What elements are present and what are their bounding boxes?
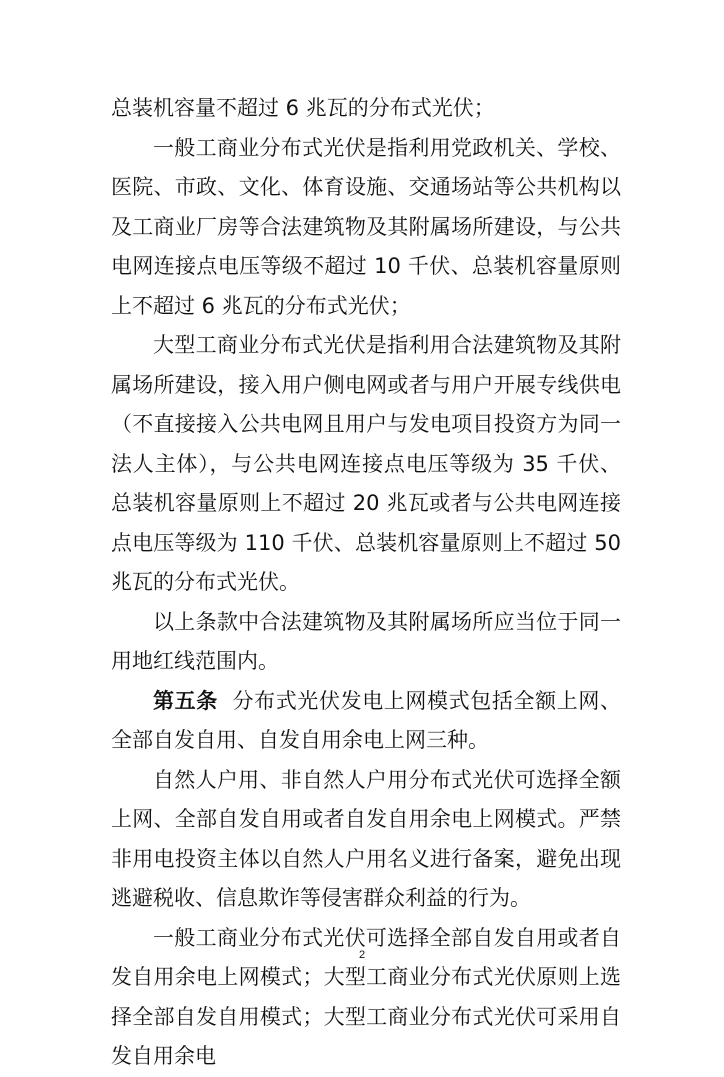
paragraph-text: 一般工商业分布式光伏可选择全部自发自用或者自发自用余电上网模式；大型工商业分布式光伏原则上选择全部自发自用模式；大型工商业分布式光伏可采用自发自用余电: [111, 925, 621, 1068]
paragraph-text: 以上条款中合法建筑物及其附属场所应当位于同一用地红线范围内。: [111, 609, 621, 673]
article-label: 第五条: [153, 688, 218, 713]
paragraph-text: 一般工商业分布式光伏是指利用党政机关、学校、医院、市政、文化、体育设施、交通场站等公共机构以及工商业厂房等合法建筑物及其附属场所建设，与公共电网连接点电压等级不超过 10 千伏、总装机容量原则上不超过 6 兆瓦的分布式光伏；: [111, 135, 621, 318]
paragraph-text: 大型工商业分布式光伏是指利用合法建筑物及其附属场所建设，接入用户侧电网或者与用户开展专线供电（不直接接入公共电网且用户与发电项目投资方为同一法人主体），与公共电网连接点电压等级为 35 千伏、总装机容量原则上不超过 20 兆瓦或者与公共电网连接点电压等级为 110 千伏、总装机容量原则上不超过 50 兆瓦的分布式光伏。: [111, 333, 621, 594]
paragraph-text: 总装机容量不超过 6 兆瓦的分布式光伏；: [111, 96, 495, 120]
paragraph-residential-mode: [111, 761, 621, 919]
paragraph-text: 自然人户用、非自然人户用分布式光伏可选择全额上网、全部自发自用或者自发自用余电上网模式。严禁非用电投资主体以自然人户用名义进行备案，避免出现逃避税收、信息欺诈等侵害群众利益的行为。: [111, 767, 621, 910]
paragraph-continuation: [111, 89, 621, 129]
paragraph-general-commercial-definition: [111, 129, 621, 327]
paragraph-large-commercial-definition: [111, 326, 621, 603]
page-number: 2: [358, 949, 366, 961]
paragraph-commercial-mode: [111, 919, 621, 1077]
document-body: [111, 89, 621, 1077]
paragraph-red-line-scope: [111, 603, 621, 682]
paragraph-article-five: [111, 682, 621, 761]
paragraph-text: 分布式光伏发电上网模式包括全额上网、全部自发自用、自发自用余电上网三种。: [111, 688, 622, 752]
